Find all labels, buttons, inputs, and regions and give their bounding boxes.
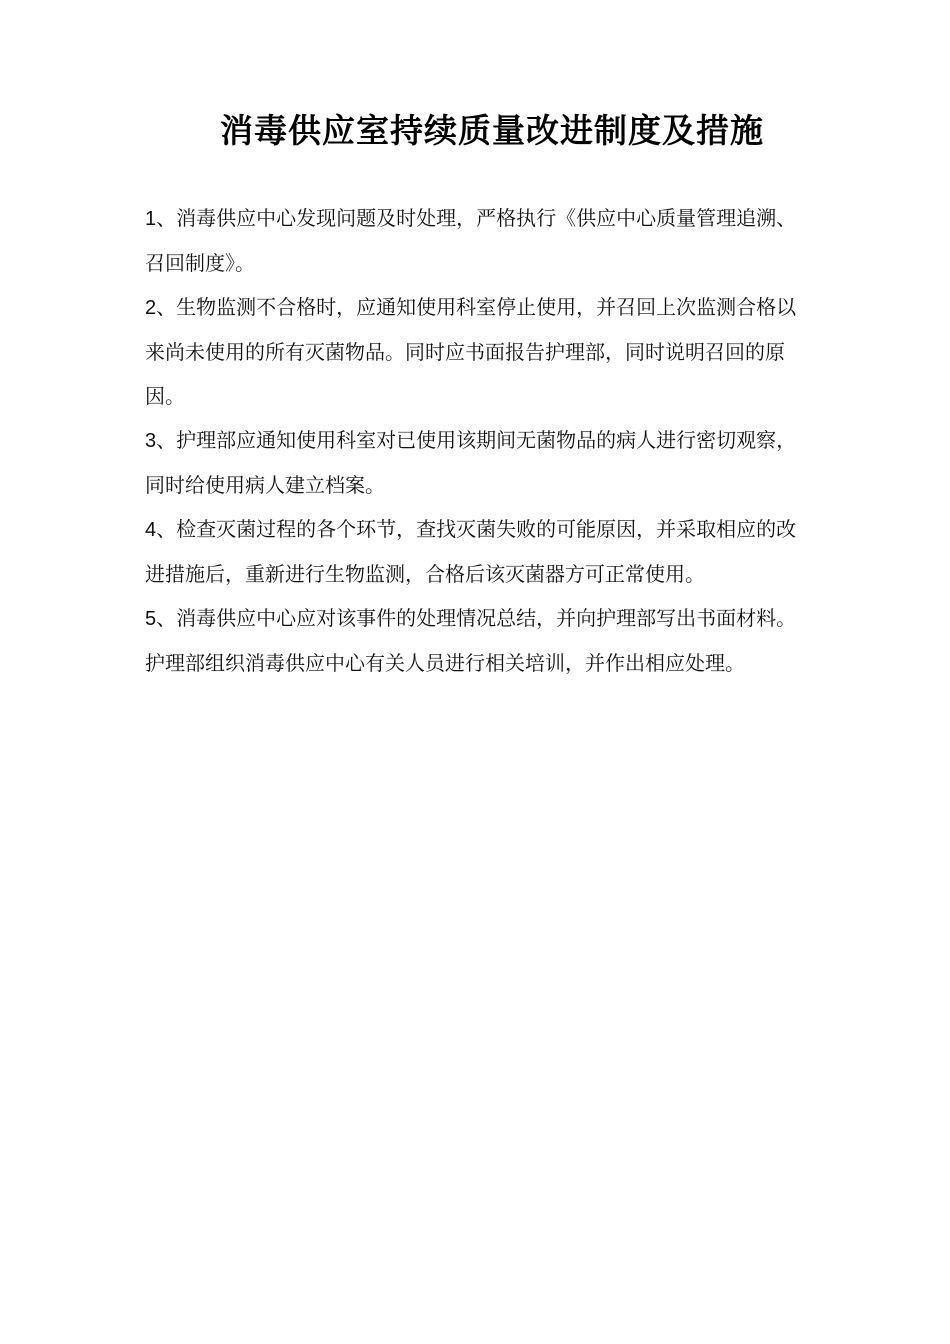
item-text: 、消毒供应中心发现问题及时处理，严格执行《供应中心质量管理追溯、召回制度》。 (145, 206, 797, 275)
paragraph-item-4 (145, 507, 815, 596)
item-number: 5 (145, 608, 157, 630)
item-number: 3 (145, 430, 157, 452)
paragraph-item-2 (145, 285, 815, 418)
item-number: 2 (145, 297, 157, 319)
item-text: 、护理部应通知使用科室对已使用该期间无菌物品的病人进行密切观察，同时给使用病人建立档案。 (145, 428, 797, 497)
item-number: 1 (145, 208, 157, 230)
item-text: 、检查灭菌过程的各个环节，查找灭菌失败的可能原因，并采取相应的改进措施后，重新进行生物监测，合格后该灭菌器方可正常使用。 (145, 517, 797, 586)
item-text: 、消毒供应中心应对该事件的处理情况总结，并向护理部写出书面材料。护理部组织消毒供应中心有关人员进行相关培训，并作出相应处理。 (145, 606, 797, 675)
item-text: 、生物监测不合格时，应通知使用科室停止使用，并召回上次监测合格以来尚未使用的所有灭菌物品。同时应书面报告护理部，同时说明召回的原因。 (145, 295, 797, 408)
paragraph-item-5 (145, 596, 815, 685)
document-body (145, 196, 815, 685)
paragraph-item-1 (145, 196, 815, 285)
document-title: 消毒供应室持续质量改进制度及措施 (220, 111, 764, 151)
item-number: 4 (145, 519, 157, 541)
paragraph-item-3 (145, 418, 815, 507)
